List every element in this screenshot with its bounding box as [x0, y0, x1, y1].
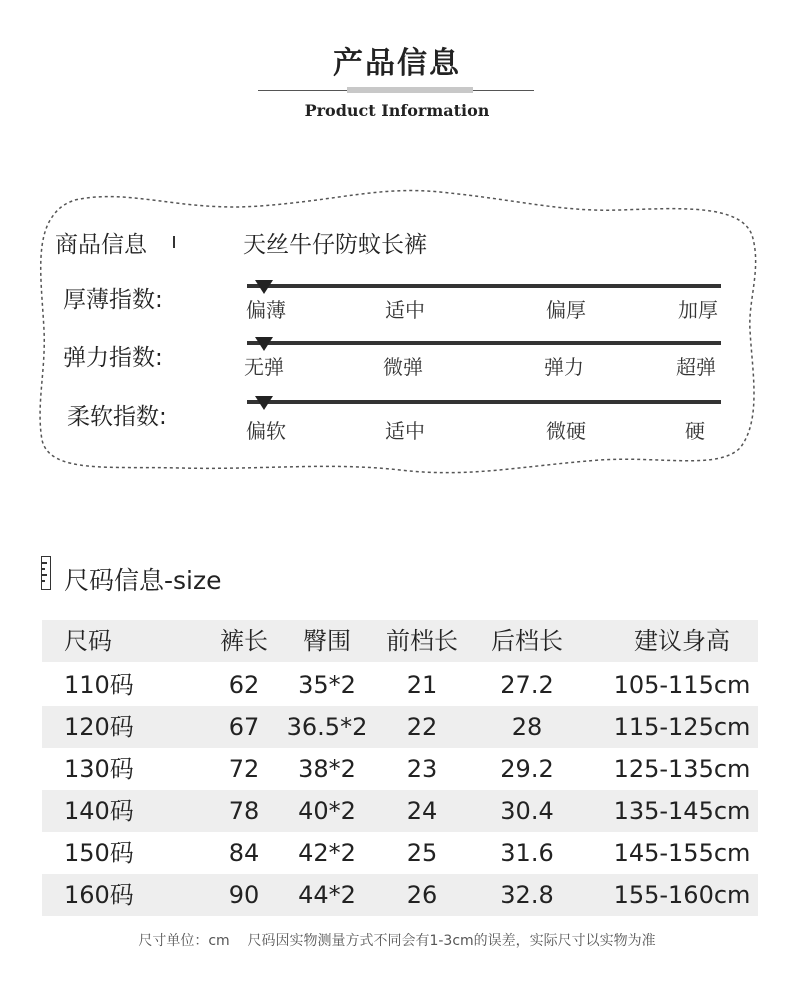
table-cell: 120码	[64, 713, 134, 741]
table-row	[42, 874, 758, 916]
table-cell: 125-135cm	[613, 755, 751, 783]
softness-tick-3: 微硬	[546, 419, 586, 443]
elasticity-tick-3: 弹力	[544, 355, 584, 379]
table-cell: 26	[406, 881, 438, 909]
table-cell: 150码	[64, 839, 134, 867]
table-cell: 110码	[64, 671, 134, 699]
table-cell: 135-145cm	[613, 797, 751, 825]
table-cell: 24	[406, 797, 438, 825]
table-cell: 29.2	[500, 755, 554, 783]
table-cell: 145-155cm	[613, 839, 751, 867]
table-header-cell: 臀围	[303, 627, 351, 655]
table-cell: 72	[228, 755, 260, 783]
thickness-tick-4: 加厚	[678, 298, 718, 322]
ruler-icon	[41, 556, 51, 590]
elasticity-tick-1: 无弹	[244, 355, 284, 379]
softness-tick-4: 硬	[685, 419, 705, 443]
table-cell: 62	[228, 671, 260, 699]
thickness-tick-1: 偏薄	[246, 298, 286, 322]
table-cell: 35*2	[298, 671, 356, 699]
product-name-label: 商品信息	[55, 232, 147, 258]
table-cell: 155-160cm	[613, 881, 751, 909]
elasticity-marker-icon	[255, 337, 273, 351]
softness-index-label: 柔软指数:	[67, 404, 167, 430]
table-header-cell: 尺码	[64, 627, 112, 655]
elasticity-tick-4: 超弹	[676, 355, 716, 379]
thickness-tick-2: 适中	[385, 298, 425, 322]
table-cell: 130码	[64, 755, 134, 783]
table-cell: 30.4	[500, 797, 554, 825]
table-row	[42, 832, 758, 874]
table-cell: 160码	[64, 881, 134, 909]
thickness-scale-bar	[247, 284, 721, 288]
table-header-cell: 后档长	[491, 627, 563, 655]
table-cell: 67	[228, 713, 260, 741]
table-row	[42, 706, 758, 748]
table-header-cell: 裤长	[220, 627, 268, 655]
page-title: 产品信息	[333, 46, 461, 81]
table-row	[42, 664, 758, 706]
thickness-marker-icon	[255, 280, 273, 294]
table-cell: 105-115cm	[613, 671, 751, 699]
thickness-tick-3: 偏厚	[546, 298, 586, 322]
table-cell: 23	[406, 755, 438, 783]
product-name-value: 天丝牛仔防蚊长裤	[243, 232, 427, 258]
table-header-cell: 建议身高	[634, 627, 730, 655]
table-header-cell: 前档长	[386, 627, 458, 655]
table-cell: 90	[228, 881, 260, 909]
thickness-index-label: 厚薄指数:	[63, 287, 163, 313]
table-cell: 28	[511, 713, 543, 741]
table-cell: 32.8	[500, 881, 554, 909]
table-cell: 44*2	[298, 881, 356, 909]
softness-tick-2: 适中	[385, 419, 425, 443]
table-row	[42, 790, 758, 832]
table-cell: 25	[406, 839, 438, 867]
softness-tick-1: 偏软	[246, 419, 286, 443]
table-row	[42, 748, 758, 790]
table-cell: 36.5*2	[286, 713, 368, 741]
table-cell: 27.2	[500, 671, 554, 699]
elasticity-scale-bar	[247, 341, 721, 345]
size-note: 尺寸单位：cm 尺码因实物测量方式不同会有1-3cm的误差，实际尺寸以实物为准	[138, 933, 656, 949]
label-separator	[173, 236, 175, 248]
table-cell: 40*2	[298, 797, 356, 825]
table-cell: 42*2	[298, 839, 356, 867]
table-cell: 38*2	[298, 755, 356, 783]
page-subtitle: Product Information	[304, 101, 490, 120]
table-cell: 78	[228, 797, 260, 825]
table-cell: 140码	[64, 797, 134, 825]
elasticity-tick-2: 微弹	[383, 355, 423, 379]
softness-scale-bar	[247, 400, 721, 404]
softness-marker-icon	[255, 396, 273, 410]
table-header-row	[42, 620, 758, 662]
table-cell: 22	[406, 713, 438, 741]
table-cell: 21	[406, 671, 438, 699]
table-cell: 115-125cm	[613, 713, 751, 741]
table-cell: 31.6	[500, 839, 554, 867]
table-cell: 84	[228, 839, 260, 867]
size-section-title: 尺码信息-size	[64, 566, 222, 595]
elasticity-index-label: 弹力指数:	[63, 345, 163, 371]
